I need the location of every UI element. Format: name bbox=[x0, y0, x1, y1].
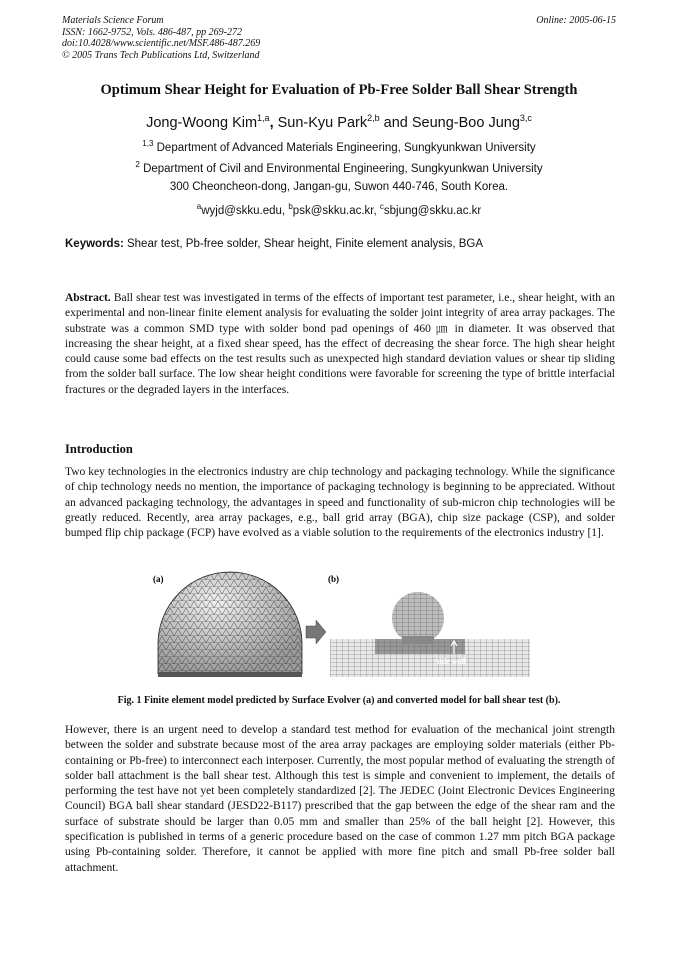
copyright: © 2005 Trans Tech Publications Ltd, Switzerland bbox=[62, 49, 260, 61]
author-superscript: 2,b bbox=[367, 113, 380, 123]
author-list bbox=[0, 113, 678, 131]
email-superscript: b bbox=[288, 202, 293, 211]
author-name: Seung-Boo Jung bbox=[411, 114, 520, 131]
author-separator: , bbox=[269, 114, 278, 131]
affiliation-superscript: 2 bbox=[135, 160, 140, 169]
abstract-text: Ball shear test was investigated in terms of the effects of important test parameter, i.e., shear height, with an experimental and non-linear finite element analysis for evaluating the solder joint integrity of area array packages. The substrate was a common SMD type with solder bond pad openings of 460 ㎛ in diameter. It was observed that increasing the shear height, at a fixed shear speed, has the effect of decreasing the shear force. The high shear height could cause some bad effects on the test results such as unexpected high standard deviation values or shear tip sliding from the solder ball surface. The low shear height conditions were favorable for screening the type of brittle interfacial fractures or the degraded layers in the interfaces. bbox=[65, 292, 615, 396]
affiliation-text: Department of Civil and Environmental Engineering, Sungkyunkwan University bbox=[139, 162, 543, 175]
doi: doi:10.4028/www.scientific.net/MSF.486-487.269 bbox=[62, 38, 261, 49]
author-superscript: 1,a bbox=[257, 113, 270, 123]
email: wyjd@skku.edu, bbox=[201, 204, 289, 217]
address: 300 Cheoncheon-dong, Jangan-gu, Suwon 440-746, South Korea. bbox=[169, 181, 509, 193]
affiliation-2 bbox=[0, 160, 678, 175]
section-heading-introduction: Introduction bbox=[65, 442, 133, 456]
intro-paragraph-2: However, there is an urgent need to develop a standard test method for evaluation of the mechanical joint strength between the solder and substrate because most of the area array packages are employing solder materials (either Pb-containing or Pb-free) to interconnect each interposer. Currently, the most popular method of evaluating the strength of solder ball attachment is the ball shear test. Although this test is simple and convenient to implement, the details of performing the test have not yet been completely standardized [2]. The JEDEC (Joint Electronic Devices Engineering Council) BGA ball shear standard (JESD22-B117) prescribed that the gap between the edge of the shear ram and the surface of substrate should be larger than 0.05 mm and smaller than 25% of the ball height [2]. However, this specification is published in terms of a generic procedure based on the case of common 1.27 mm pitch BGA package using Pb-containing solder. Therefore, it cannot be applied with more fine pitch and small Pb-free solder ball attachment. bbox=[65, 724, 615, 874]
shear-test-mesh-b bbox=[330, 592, 530, 677]
email: sbjung@skku.ac.kr bbox=[383, 204, 482, 217]
solder-ball-mesh-a bbox=[158, 572, 302, 677]
journal-name: Materials Science Forum bbox=[62, 15, 164, 26]
fe-model-figure bbox=[150, 566, 530, 681]
sidewall-label: Side wall bbox=[435, 657, 466, 666]
abstract bbox=[65, 291, 615, 398]
journal-header bbox=[62, 15, 260, 61]
affiliation-text: Department of Advanced Materials Engineering, Sungkyunkwan University bbox=[153, 141, 536, 154]
keywords bbox=[65, 238, 483, 250]
paper-title: Optimum Shear Height for Evaluation of Pb-Free Solder Ball Shear Strength bbox=[100, 82, 578, 98]
author-name: Sun-Kyu Park bbox=[277, 114, 368, 131]
author-name: Jong-Woong Kim bbox=[146, 114, 258, 131]
affiliation-superscript: 1,3 bbox=[142, 139, 154, 148]
intro-paragraph-1: Two key technologies in the electronics industry are chip technology and packaging technology. While the significance of chip technology needs no mention, the importance of packaging technology is beginning to be appreciated. Without an advanced packaging technology, the advantages in speed and functionality of sub-micron chip technologies will be greatly reduced. Recently, area array packages, e.g., ball grid array (BGA), chip size package (CSP), and solder bumped flip chip package (FCP) have evolved as a viable solution to the requirements of the electronics industry [1]. bbox=[65, 466, 615, 540]
affiliation-1 bbox=[0, 139, 678, 154]
keywords-label: Keywords: bbox=[65, 238, 124, 250]
figure-1 bbox=[150, 566, 530, 681]
online-date: Online: 2005-06-15 bbox=[536, 15, 616, 26]
email-list bbox=[0, 202, 678, 217]
abstract-label: Abstract. bbox=[65, 292, 111, 304]
figure-caption: Fig. 1 Finite element model predicted by Surface Evolver (a) and converted model for ball shear test (b). bbox=[117, 695, 561, 706]
figure-label-a: (a) bbox=[153, 574, 164, 584]
keywords-text: Shear test, Pb-free solder, Shear height, Finite element analysis, BGA bbox=[123, 238, 484, 250]
email: psk@skku.ac.kr, bbox=[292, 204, 380, 217]
figure-label-b: (b) bbox=[328, 574, 339, 584]
author-separator: and bbox=[379, 114, 412, 131]
author-superscript: 3,c bbox=[519, 113, 532, 123]
issn: ISSN: 1662-9752, Vols. 486-487, pp 269-272 bbox=[62, 26, 242, 38]
email-superscript: a bbox=[196, 202, 202, 211]
arrow-icon bbox=[306, 620, 326, 644]
email-superscript: c bbox=[379, 202, 384, 211]
